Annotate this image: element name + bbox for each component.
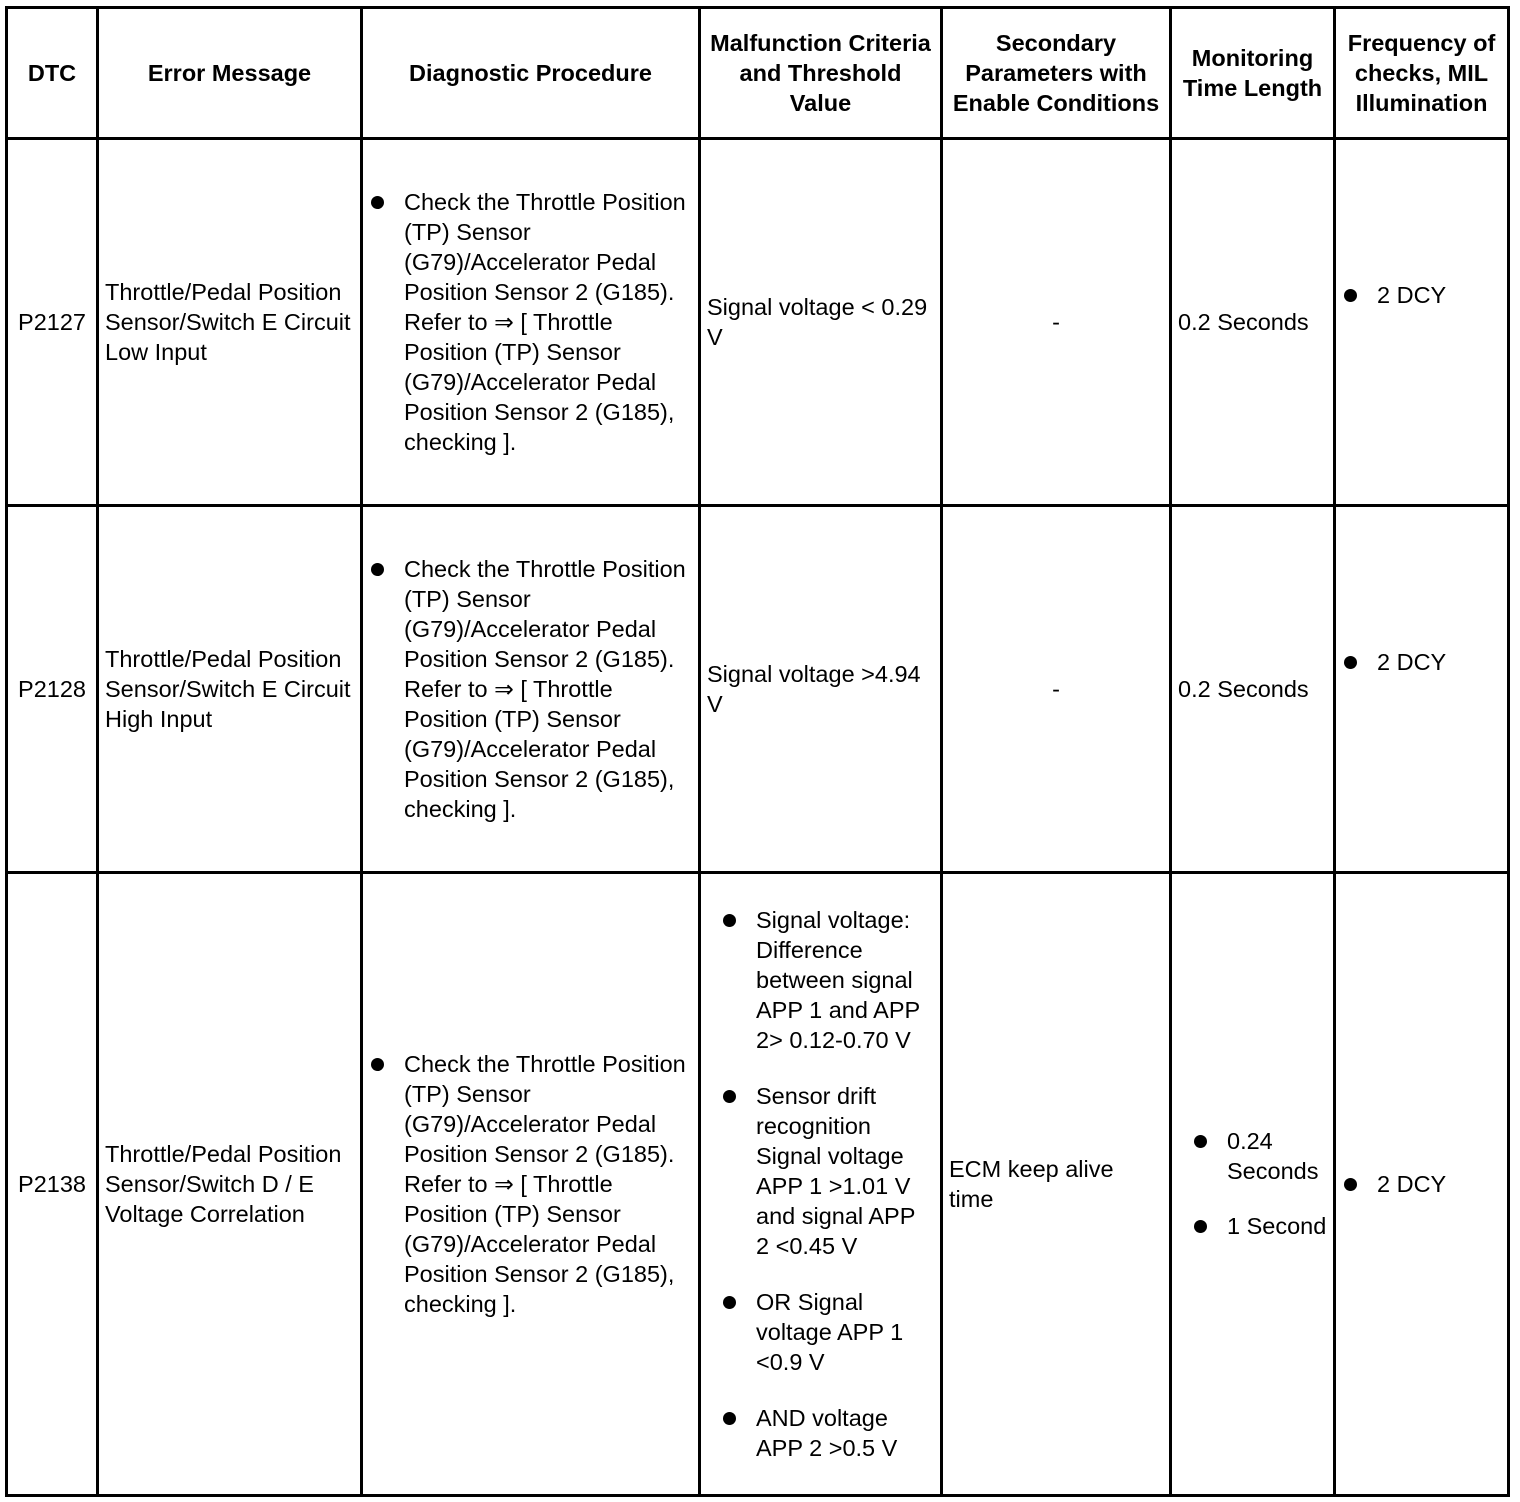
- header-frequency: Frequency of checks, MIL Illumination: [1335, 8, 1509, 139]
- malfunction-item: AND voltage APP 2 >0.5 V: [721, 1403, 934, 1463]
- frequency-item: 2 DCY: [1342, 647, 1501, 677]
- header-dtc: DTC: [7, 8, 98, 139]
- frequency-cell: [1335, 139, 1509, 506]
- malfunction-criteria: Signal voltage < 0.29 V: [700, 139, 942, 506]
- header-error-message: Error Message: [98, 8, 362, 139]
- monitoring-time-list: [1192, 1126, 1327, 1241]
- procedure-list: [369, 1049, 692, 1319]
- diagnostic-procedure: [362, 139, 700, 506]
- header-malfunction-criteria: Malfunction Criteria and Threshold Value: [700, 8, 942, 139]
- malfunction-criteria: [700, 872, 942, 1495]
- table-row: [7, 505, 1509, 872]
- dtc-code: P2128: [7, 505, 98, 872]
- procedure-item: Check the Throttle Position (TP) Sensor (G79)/Accelerator Pedal Position Sensor 2 (G185). Refer to ⇒ [ Throttle Position (TP) Sensor (G79)/Accelerator Pedal Position Sensor 2 (G185), checking ].: [369, 187, 692, 457]
- frequency-item: 2 DCY: [1342, 280, 1501, 310]
- header-secondary-parameters: Secondary Parameters with Enable Conditions: [942, 8, 1171, 139]
- secondary-parameters: -: [942, 505, 1171, 872]
- procedure-item: Check the Throttle Position (TP) Sensor (G79)/Accelerator Pedal Position Sensor 2 (G185). Refer to ⇒ [ Throttle Position (TP) Sensor (G79)/Accelerator Pedal Position Sensor 2 (G185), checking ].: [369, 554, 692, 824]
- frequency-list: [1342, 647, 1501, 677]
- dtc-code: P2138: [7, 872, 98, 1495]
- dtc-table-sheet: [5, 6, 1507, 1497]
- table-row: [7, 872, 1509, 1495]
- header-diagnostic-procedure: Diagnostic Procedure: [362, 8, 700, 139]
- header-row: [7, 8, 1509, 139]
- procedure-list: [369, 554, 692, 824]
- diagnostic-procedure: [362, 505, 700, 872]
- frequency-cell: [1335, 505, 1509, 872]
- malfunction-item: OR Signal voltage APP 1 <0.9 V: [721, 1287, 934, 1377]
- procedure-item: Check the Throttle Position (TP) Sensor (G79)/Accelerator Pedal Position Sensor 2 (G185). Refer to ⇒ [ Throttle Position (TP) Sensor (G79)/Accelerator Pedal Position Sensor 2 (G185), checking ].: [369, 1049, 692, 1319]
- malfunction-item: Sensor drift recognition Signal voltage APP 1 >1.01 V and signal APP 2 <0.45 V: [721, 1081, 934, 1261]
- error-message: Throttle/Pedal Position Sensor/Switch E Circuit Low Input: [98, 139, 362, 506]
- frequency-list: [1342, 280, 1501, 310]
- diagnostic-procedure: [362, 872, 700, 1495]
- dtc-table: [5, 6, 1510, 1497]
- frequency-list: [1342, 1169, 1501, 1199]
- error-message: Throttle/Pedal Position Sensor/Switch D / E Voltage Correlation: [98, 872, 362, 1495]
- monitoring-time: 0.2 Seconds: [1171, 139, 1335, 506]
- malfunction-list: [721, 905, 934, 1463]
- monitoring-time: 0.2 Seconds: [1171, 505, 1335, 872]
- procedure-list: [369, 187, 692, 457]
- header-monitoring-time: Monitoring Time Length: [1171, 8, 1335, 139]
- error-message: Throttle/Pedal Position Sensor/Switch E Circuit High Input: [98, 505, 362, 872]
- frequency-cell: [1335, 872, 1509, 1495]
- table-row: [7, 139, 1509, 506]
- monitoring-time: [1171, 872, 1335, 1495]
- frequency-item: 2 DCY: [1342, 1169, 1501, 1199]
- malfunction-item: Signal voltage: Difference between signal APP 1 and APP 2> 0.12-0.70 V: [721, 905, 934, 1055]
- secondary-parameters: ECM keep alive time: [942, 872, 1171, 1495]
- monitoring-time-item: 1 Second: [1192, 1211, 1327, 1241]
- dtc-code: P2127: [7, 139, 98, 506]
- monitoring-time-item: 0.24 Seconds: [1192, 1126, 1327, 1186]
- malfunction-criteria: Signal voltage >4.94 V: [700, 505, 942, 872]
- secondary-parameters: -: [942, 139, 1171, 506]
